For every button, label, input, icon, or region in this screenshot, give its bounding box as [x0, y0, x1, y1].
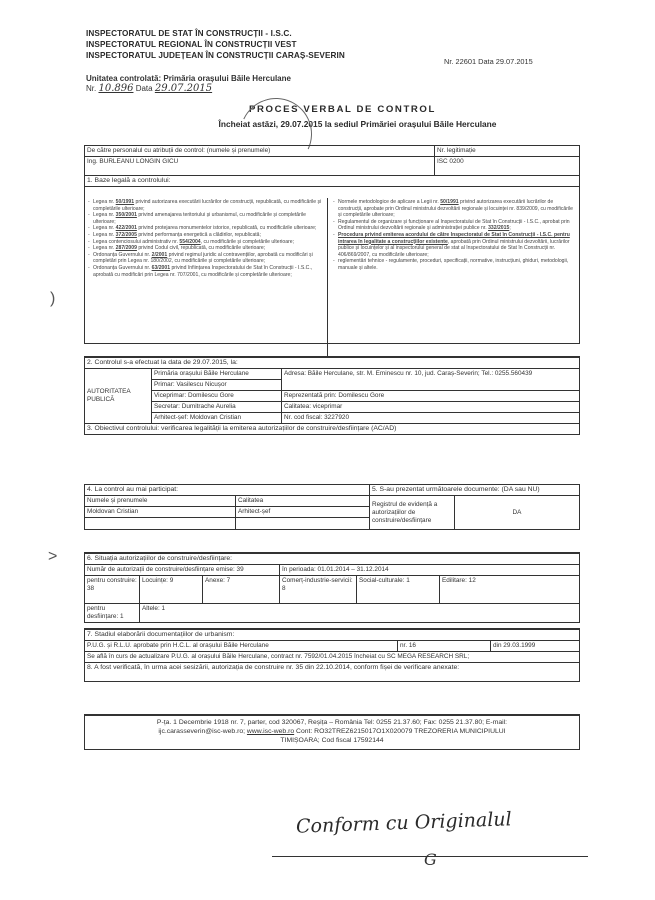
footer-fiscal: TIMIȘOARA; Cod fiscal 17592144	[280, 737, 384, 744]
permits-other: Altele: 1	[140, 604, 580, 623]
section-8-title: 8. A fost verificată, în urma acei sesizării, autorizația de construire nr. 35 din 22.10.2014, conform fișei de verificare anexate:	[85, 663, 580, 682]
legal-basis-left-item	[93, 199, 322, 212]
permits-housing: Locuințe: 9	[140, 576, 203, 604]
inspector-name: Ing. BURLEANU LONGIN GICU	[85, 157, 435, 176]
law-text: Normele metodologice de aplicare a Legii nr.	[338, 199, 441, 205]
pug-update: Se află în curs de actualizare P.U.G. al orașului Băile Herculane, contract nr. 7592/01.04.2015 încheiat cu SC MEGA RESEARCH SRL;	[85, 652, 580, 663]
section-7-title: 7. Stadiul elaborării documentațiilor de urbanism:	[85, 629, 580, 641]
participant-name-empty	[85, 518, 236, 530]
section-2-title: 2. Controlul s-a efectuat la data de 29.07.2015, la:	[85, 357, 580, 369]
col-capacity-header: Calitatea	[236, 496, 370, 507]
law-text: privind amenajarea teritoriului și urbanismul, cu modificările și completările ulterioare;	[93, 212, 306, 225]
document-number: Nr. 22601 Data 29.07.2015	[444, 57, 533, 66]
pug-number: nr. 16	[398, 641, 491, 652]
section-6-title: 6. Situația autorizațiilor de construire/desființare:	[85, 553, 580, 565]
id-header: Nr. legitimație	[435, 146, 580, 157]
legal-basis-divider	[327, 198, 328, 356]
permits-annexes: Anexe: 7	[203, 576, 280, 604]
margin-mark-2: >	[48, 548, 58, 565]
legal-basis-right-item	[338, 258, 577, 271]
section-7-8-table	[84, 628, 580, 682]
section-4-title: 4. La control au mai participat:	[85, 485, 370, 496]
law-reference: 63/2001	[151, 264, 171, 271]
legal-basis-right-item	[338, 232, 577, 258]
personnel-header: De către personalul cu atribuții de control: (numele și prenumele)	[85, 146, 435, 157]
law-reference: 287/2009	[115, 245, 137, 252]
legal-basis-left-item	[93, 245, 322, 252]
law-text: , cu modificările și completările ulterioare;	[200, 238, 295, 245]
law-text: Legea contenciosului administrativ nr.	[93, 238, 180, 245]
law-reference: Procedura privind emiterea acordului de către Inspectoratul de Stat în Construcții - I.S.C. pentru intrarea în legalitate a construcțiilor existente	[338, 231, 570, 245]
permits-social: Social-culturale: 1	[357, 576, 440, 604]
footer-account: Cont: RO32TREZ6215017O1X020079 TREZORERIA MUNICIPIULUI	[294, 728, 506, 735]
header-line-3: INSPECTORATUL JUDEȚEAN ÎN CONSTRUCȚII CARAȘ-SEVERIN	[86, 51, 345, 60]
law-text: privind autorizarea executării lucrărilor de construcții, republicată, cu modificările și completările ulterioare;	[93, 199, 322, 212]
legal-basis-right-item	[338, 199, 577, 219]
legal-basis-right	[333, 199, 577, 272]
law-text: privind regimul juridic al contravențiilor, aprobată cu modificări și completări prin Legea nr. 180/2002, cu modificările și completările ulterioare;	[93, 251, 313, 265]
law-reference: 2/2001	[151, 251, 168, 258]
law-text: privind autorizarea executării lucrărilor de construcții, aprobate prin Ordinul ministrului dezvoltării regionale și locuinței nr. 839/2009, cu modificările și completările ulterioare;	[338, 199, 573, 219]
footer-address: P-ța. 1 Decembrie 1918 nr. 7, parter, cod 320067, Reșița – România Tel: 0255 21.37.60; Fax: 0255 21.37.80; E-mail:	[156, 719, 508, 726]
permits-utilities: Edilitare: 12	[440, 576, 580, 604]
handwritten-nr: 10.896	[98, 83, 134, 94]
section-6-table	[84, 552, 580, 623]
permits-construction: pentru construire: 38	[85, 576, 140, 604]
legal-basis-left-item	[93, 232, 322, 239]
representative-capacity: Calitatea: viceprimar	[282, 402, 580, 413]
law-text: Legea nr.	[93, 245, 116, 252]
fiscal-code: Nr. cod fiscal: 3227920	[282, 413, 580, 424]
section-4-5-table	[84, 484, 580, 530]
handwritten-date: 29.07.2015	[154, 83, 213, 94]
law-reference: 332/2015	[488, 225, 510, 232]
presented-document: Registrul de evidență a autorizațiilor de construire/desființare	[369, 496, 454, 530]
footer-email[interactable]: ijc.carasseverin@isc-web.ro	[158, 728, 244, 735]
footer-website[interactable]: www.isc-web.ro	[246, 728, 295, 735]
mayor: Primar: Vasilescu Nicușor	[152, 380, 282, 391]
pug-approval: P.U.G. și R.L.U. aprobate prin H.C.L. al orașului Băile Herculane	[85, 641, 398, 652]
presented-answer: DA	[454, 496, 579, 530]
col-name-header: Numele și prenumele	[85, 496, 236, 507]
law-reference: 554/2004	[179, 238, 201, 245]
legal-basis-left-item	[93, 225, 322, 232]
inspector-id: ISC 0200	[435, 157, 580, 176]
document-title: PROCES VERBAL DE CONTROL	[249, 104, 436, 115]
institution-footer: P-ța. 1 Decembrie 1918 nr. 7, parter, cod 320067, Reșița – România Tel: 0255 21.37.60; Fax: 0255 21.37.80; E-mail: ijc.carasseverin@isc-web.ro; www.isc-web.ro Cont: RO32TREZ6215017O1X020079 TREZORERIA MUNICIPIULUI TIMIȘOARA; Cod fiscal 17592144	[84, 714, 580, 750]
section-3-title: 3. Obiectivul controlului: verificarea legalității la emiterea autorizațiilor de construire/desființare (AC/AD)	[85, 424, 580, 435]
law-text: Legea nr.	[93, 231, 116, 238]
law-text: privind Codul civil, republicată, cu modificările ulterioare;	[136, 245, 266, 252]
authority-name: Primăria orașului Băile Herculane	[152, 369, 282, 380]
date-label: Data	[135, 84, 153, 93]
law-text: privind protejarea monumentelor istorice, republicată, cu modificările ulterioare;	[136, 225, 317, 232]
nr-label: Nr.	[86, 84, 97, 93]
header-line-2: INSPECTORATUL REGIONAL ÎN CONSTRUCȚII VEST	[86, 40, 297, 49]
deputy-mayor: Viceprimar: Domilescu Gore	[152, 391, 282, 402]
law-reference: 50/1991	[440, 199, 459, 205]
law-reference: 372/2005	[115, 231, 137, 238]
law-reference: 350/2001	[115, 212, 137, 219]
pug-date: din 29.03.1999	[491, 641, 580, 652]
representative: Reprezentată prin: Domilescu Gore	[282, 391, 580, 402]
law-text: Legea nr.	[93, 199, 116, 205]
institution-header	[86, 28, 345, 61]
document-subtitle: Încheiat astăzi, 29.07.2015 la sediul Primăriei orașului Băile Herculane	[218, 119, 497, 129]
law-reference: 422/2001	[115, 225, 137, 232]
law-text: Ordonanța Guvernului nr.	[93, 251, 152, 258]
signature-initial: G	[424, 850, 437, 869]
participant-name: Moldovan Cristian	[85, 507, 236, 518]
section-1-title: 1. Baze legală a controlului:	[85, 176, 580, 187]
permits-demolition: pentru desființare: 1	[85, 604, 140, 623]
legal-basis-left-item	[93, 239, 322, 246]
permits-period: în perioada: 01.01.2014 – 31.12.2014	[280, 565, 580, 576]
section-5-title: 5. S-au prezentat următoarele documente: (DA sau NU)	[369, 485, 579, 496]
law-text: privind înființarea Inspectoratului de Stat în Construcții - I.S.C., aprobată cu modificări prin Legea nr. 707/2001, cu modificările și completările ulterioare;	[93, 264, 313, 278]
legal-basis-left-item	[93, 265, 322, 278]
authority-label: AUTORITATEA PUBLICĂ	[85, 369, 152, 424]
law-reference: 50/1991	[115, 199, 135, 205]
law-text: Ordonanța Guvernului nr.	[93, 264, 152, 271]
law-text: reglementări tehnice - regulamente, proceduri, specificații, normative, instrucțiuni, ghiduri, metodologii, manuale și altele.	[338, 258, 569, 271]
secretary: Secretar: Dumitrache Aurelia	[152, 402, 282, 413]
legal-basis-left	[88, 199, 322, 278]
law-text: Regulamentul de organizare și funcționare al Inspectoratului de Stat în Construcții - I.S.C., aprobat prin Ordinul ministrului dezvoltării regionale și administrației publice nr.	[338, 218, 570, 232]
participant-capacity-empty	[236, 518, 370, 530]
certification-handwriting: Conform cu Originalul	[295, 808, 512, 838]
unit-value: Primăria orașului Băile Herculane	[163, 74, 291, 83]
legal-basis-left-item	[93, 252, 322, 265]
permits-issued: Număr de autorizații de construire/desființare emise: 39	[85, 565, 280, 576]
controlled-unit	[86, 74, 291, 94]
legal-basis-right-item	[338, 219, 577, 232]
participant-capacity: Arhitect-șef	[236, 507, 370, 518]
permits-commerce: Comerț-industrie-servicii: 8	[280, 576, 357, 604]
law-text: Legea nr.	[93, 225, 116, 232]
header-line-1: INSPECTORATUL DE STAT ÎN CONSTRUCȚII - I.S.C.	[86, 29, 292, 38]
law-text: , aprobată prin Ordinul ministrului dezvoltării, lucrărilor publice și locuințelor și al inspectorului general de stat al Inspectoratului de Stat în Construcții nr. 406/869/2007, cu modificările ulterioare;	[338, 238, 570, 258]
law-text: ;	[509, 225, 511, 232]
unit-label: Unitatea controlată:	[86, 74, 162, 83]
margin-mark-1: )	[50, 290, 56, 307]
section-2-table	[84, 356, 580, 435]
law-text: Legea nr.	[93, 212, 116, 219]
legal-basis-left-item	[93, 212, 322, 225]
authority-address: Adresa: Băile Herculane, str. M. Eminescu nr. 10, jud. Caraș-Severin; Tel.: 0255.560439	[282, 369, 580, 391]
chief-architect: Arhitect-șef: Moldovan Cristian	[152, 413, 282, 424]
law-text: privind performanța energetică a clădirilor, republicată;	[136, 231, 261, 238]
